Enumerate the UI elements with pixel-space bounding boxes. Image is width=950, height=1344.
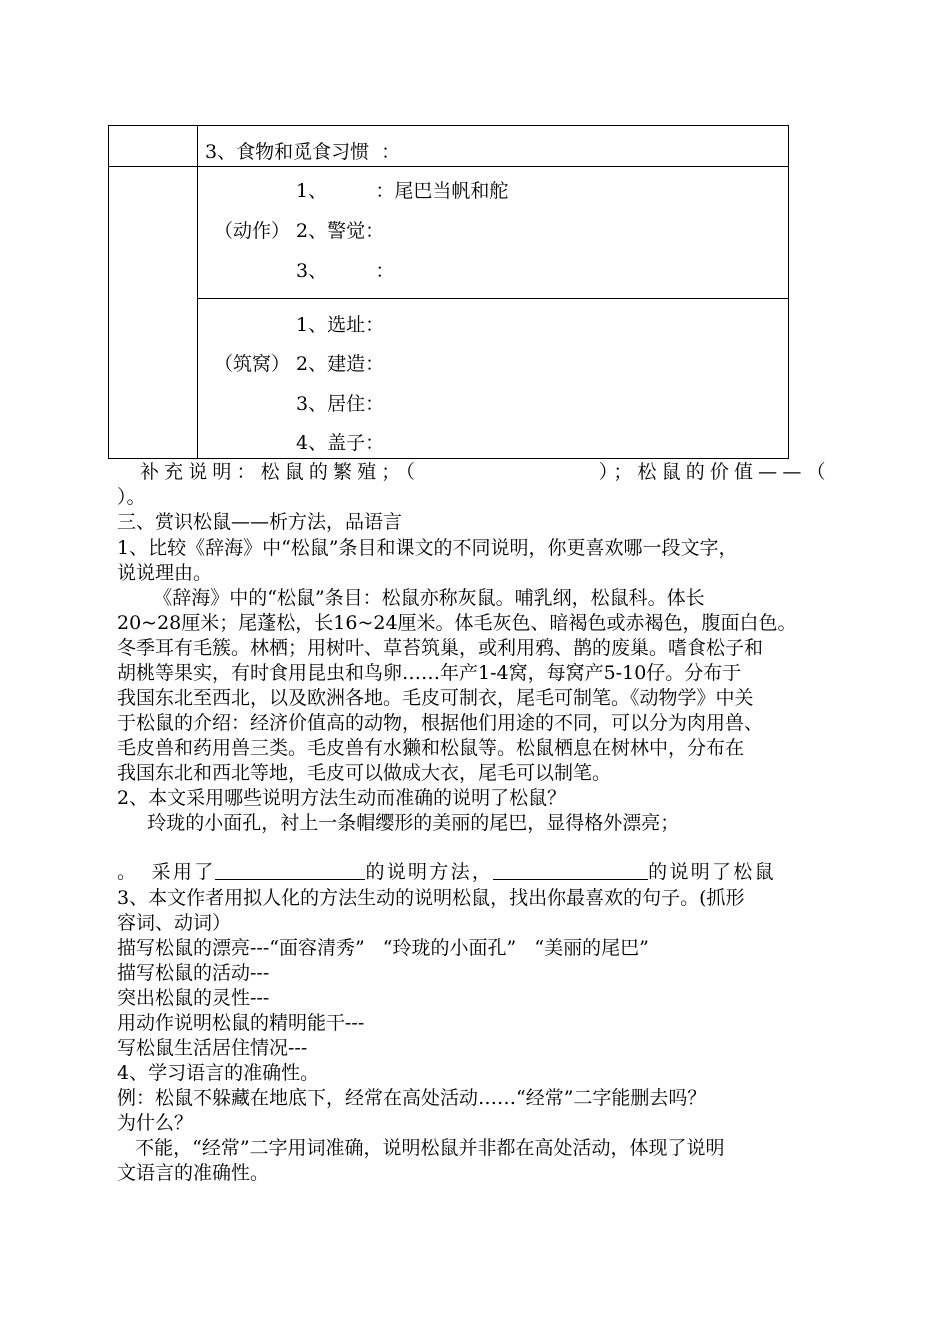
question-3-line-2: 容词、动词） xyxy=(117,912,232,934)
question-2: 2、本文采用哪些说明方法生动而准确的说明了松鼠？ xyxy=(117,787,567,809)
outline-table xyxy=(108,125,789,459)
section-heading: 三、赏识松鼠——析方法，品语言 xyxy=(117,511,403,533)
action-item-1: 1、 ：尾巴当帆和舵 xyxy=(296,180,509,202)
cihai-paragraph-line: 20~28厘米；尾蓬松，长16~24厘米。体毛灰色、暗褐色或赤褐色，腹面白色。 xyxy=(117,612,797,634)
cihai-paragraph-line: 《辞海》中的“松鼠”条目：松鼠亦称灰鼠。哺乳纲，松鼠科。体长 xyxy=(117,587,705,609)
cihai-paragraph-line: 胡桃等果实，有时食用昆虫和鸟卵……年产1-4窝，每窝产5-10仔。分布于 xyxy=(117,662,742,684)
question-3-item: 用动作说明松鼠的精明能干--- xyxy=(117,1012,365,1034)
question-3-item: 描写松鼠的活动--- xyxy=(117,962,270,984)
supplement-line-1: 补充说明：松鼠的繁殖；（ ）；松鼠的价值——（ xyxy=(140,461,831,483)
table-row-divider xyxy=(109,166,788,167)
fill-text-c: 的说明了松鼠 xyxy=(648,861,776,883)
question-3-line-1: 3、本文作者用拟人化的方法生动的说明松鼠，找出你最喜欢的句子。(抓形 xyxy=(117,887,745,909)
question-2-end: 。 xyxy=(117,861,137,883)
table-row-food-habits: 3、食物和觅食习惯 ： xyxy=(205,141,401,163)
cihai-paragraph-line: 我国东北至西北，以及欧洲各地。毛皮可制衣，尾毛可制笔。《动物学》中关 xyxy=(117,687,754,709)
action-item-3: 3、 ： xyxy=(296,260,395,282)
question-4-example-line-2: 为什么？ xyxy=(117,1112,194,1134)
table-column-divider xyxy=(197,126,198,458)
question-3-item: 突出松鼠的灵性--- xyxy=(117,987,270,1009)
nest-item-3: 3、居住： xyxy=(296,393,385,415)
question-3-item: 描写松鼠的漂亮---“面容清秀” “玲珑的小面孔” “美丽的尾巴” xyxy=(117,937,649,959)
nest-item-4: 4、盖子： xyxy=(296,432,385,454)
cihai-paragraph-line: 毛皮兽和药用兽三类。毛皮兽有水獭和松鼠等。松鼠栖息在树林中，分布在 xyxy=(117,737,745,759)
fill-text-b: 的说明方法， xyxy=(365,861,494,883)
question-4: 4、学习语言的准确性。 xyxy=(117,1062,320,1084)
question-4-answer-line-2: 文语言的准确性。 xyxy=(117,1162,270,1184)
table-row-divider xyxy=(197,298,788,299)
action-item-2: 2、警觉： xyxy=(296,220,385,242)
fill-text-a: 采用了 xyxy=(151,861,216,883)
nest-item-1: 1、选址： xyxy=(296,314,385,336)
question-1-line-1: 1、比较《辞海》中“松鼠”条目和课文的不同说明，你更喜欢哪一段文字， xyxy=(117,537,738,559)
nest-group-label: （筑窝） xyxy=(214,353,291,375)
question-4-answer-line-1: 不能，“经常”二字用词准确，说明松鼠并非都在高处活动，体现了说明 xyxy=(117,1137,725,1159)
cihai-paragraph-line: 我国东北和西北等地，毛皮可以做成大衣，尾毛可以制笔。 xyxy=(117,762,612,784)
question-4-example-line-1: 例：松鼠不躲藏在地底下，经常在高处活动……“经常”二字能删去吗？ xyxy=(117,1087,707,1109)
question-1-line-2: 说说理由。 xyxy=(117,562,213,584)
supplement-line-2: ）。 xyxy=(117,486,146,508)
nest-item-2: 2、建造： xyxy=(296,353,385,375)
action-group-label: （动作） xyxy=(214,220,291,242)
cihai-paragraph-line: 于松鼠的介绍：经济价值高的动物，根据他们用途的不同，可以分为肉用兽、 xyxy=(117,712,764,734)
question-2-example: 玲珑的小面孔，衬上一条帽缨形的美丽的尾巴，显得格外漂亮； xyxy=(117,812,680,834)
question-3-item: 写松鼠生活居住情况--- xyxy=(117,1037,308,1059)
cihai-paragraph-line: 冬季耳有毛簇。林栖；用树叶、草苔筑巢，或利用鸦、鹊的废巢。嗜食松子和 xyxy=(117,637,764,659)
